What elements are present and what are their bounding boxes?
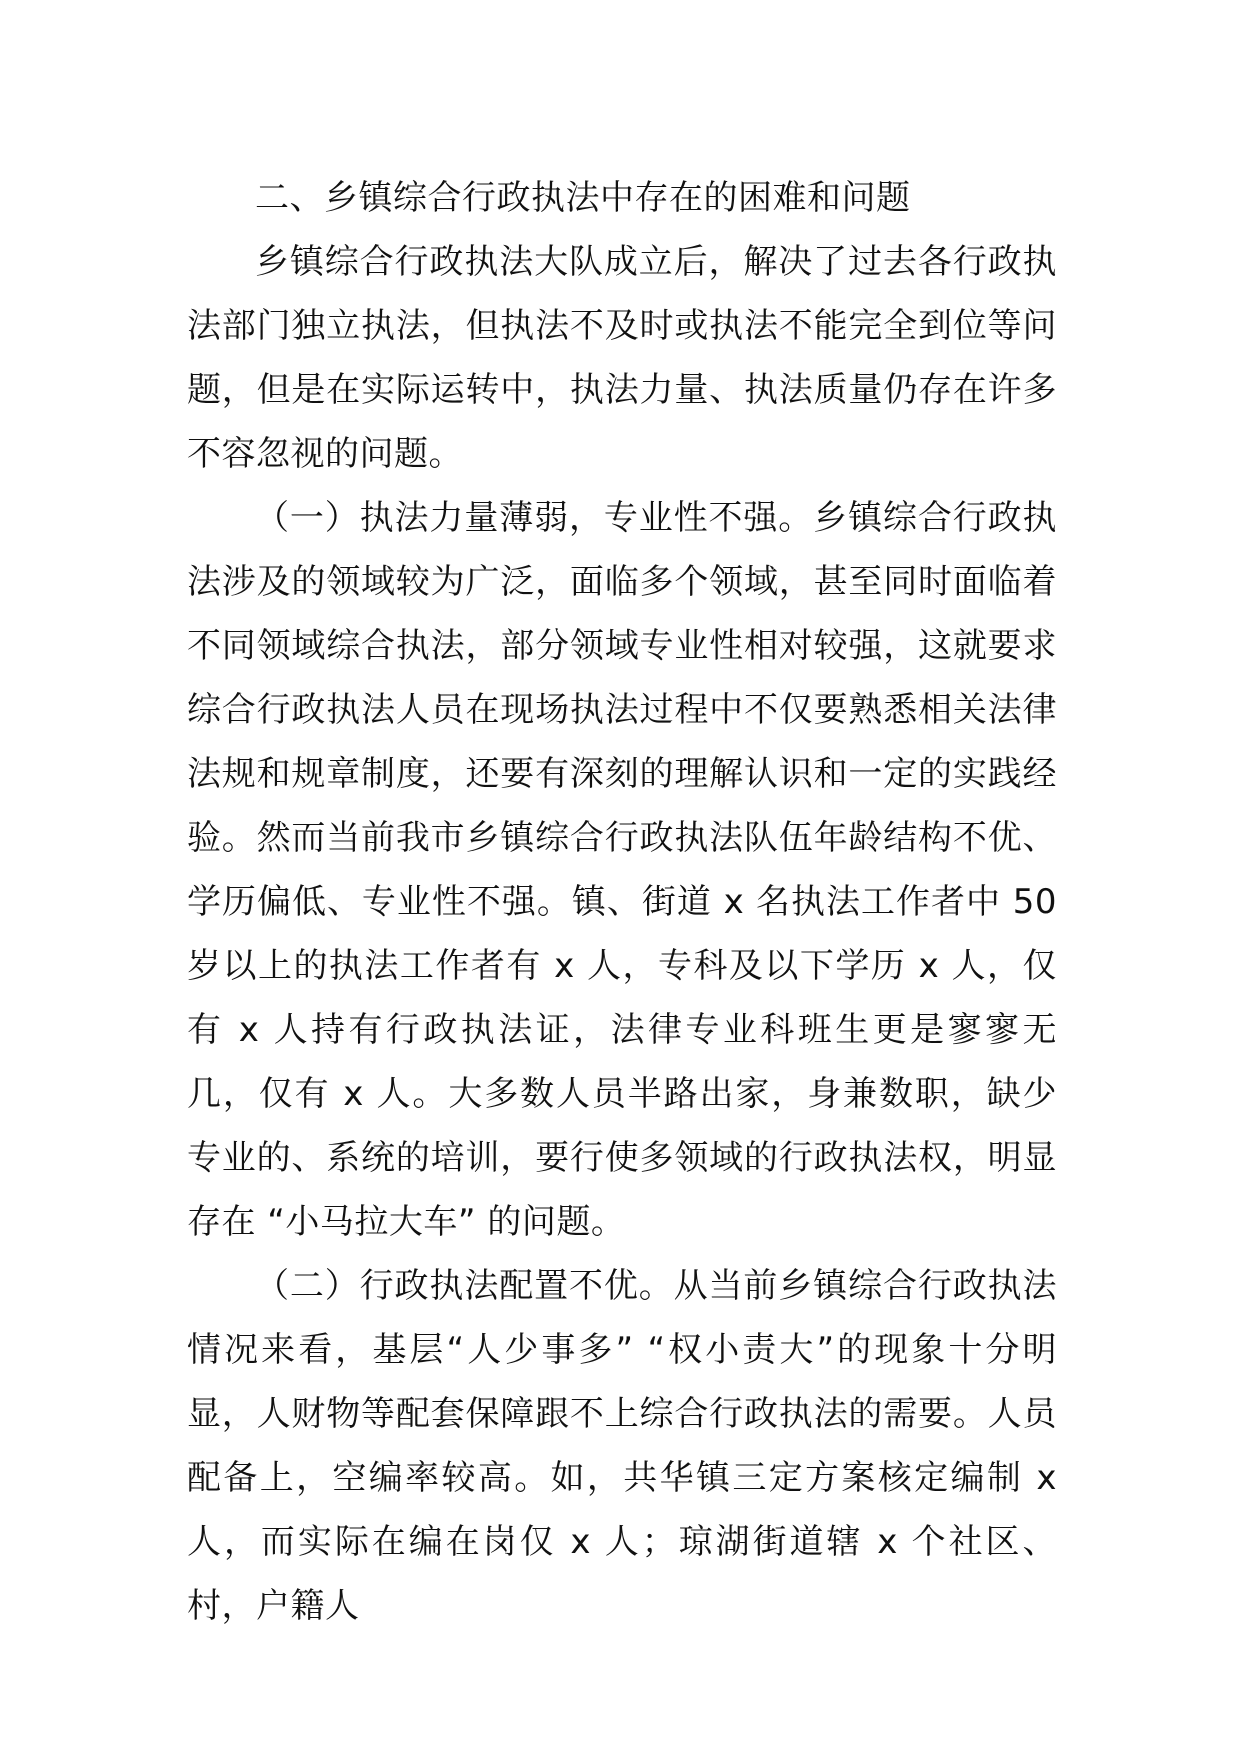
document-body xyxy=(187,166,1057,1638)
paragraph-item-2: （二）行政执法配置不优。从当前乡镇综合行政执法情况来看，基层“人少事多” “权小责大”的现象十分明显，人财物等配套保障跟不上综合行政执法的需要。人员配备上，空编率较高。如，共华镇三定方案核定编制 x 人，而实际在编在岗仅 x 人；琼湖街道辖 x 个社区、村，户籍人 xyxy=(187,1266,1057,1626)
paragraph-item-1: （一）执法力量薄弱，专业性不强。乡镇综合行政执法涉及的领域较为广泛，面临多个领域，甚至同时面临着不同领域综合执法，部分领域专业性相对较强，这就要求综合行政执法人员在现场执法过程中不仅要熟悉相关法律法规和规章制度，还要有深刻的理解认识和一定的实践经验。然而当前我市乡镇综合行政执法队伍年龄结构不优、学历偏低、专业性不强。镇、街道 x 名执法工作者中 50 岁以上的执法工作者有 x 人，专科及以下学历 x 人，仅有 x 人持有行政执法证，法律专业科班生更是寥寥无几，仅有 x 人。大多数人员半路出家，身兼数职，缺少专业的、系统的培训，要行使多领域的行政执法权，明显存在 “小马拉大车” 的问题。 xyxy=(187,498,1057,1242)
paragraph-intro: 乡镇综合行政执法大队成立后，解决了过去各行政执法部门独立执法，但执法不及时或执法不能完全到位等问题，但是在实际运转中，执法力量、执法质量仍存在许多不容忽视的问题。 xyxy=(187,242,1057,474)
section-heading: 二、乡镇综合行政执法中存在的困难和问题 xyxy=(255,178,911,218)
